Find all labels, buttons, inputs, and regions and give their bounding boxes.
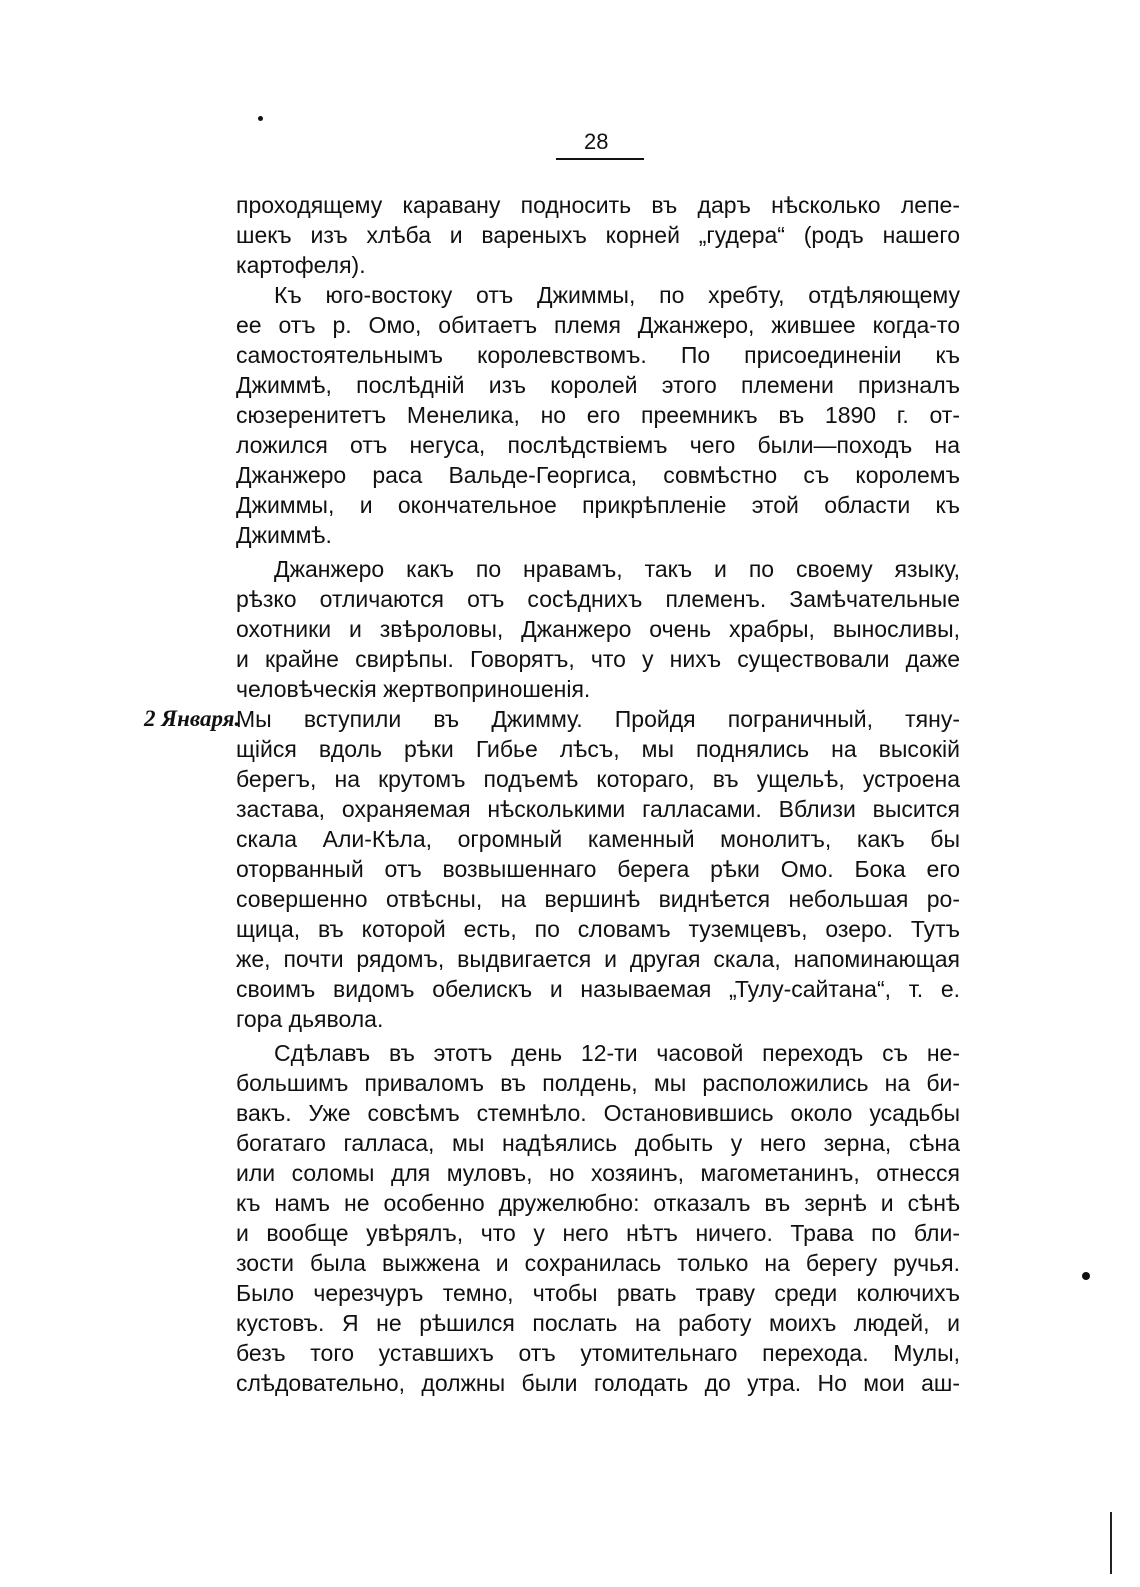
text-line: большимъ приваломъ въ полдень, мы расположились на би- bbox=[236, 1070, 960, 1096]
text-line: самостоятельнымъ королевствомъ. По присоединеніи къ bbox=[236, 342, 960, 368]
text-line: къ намъ не особенно дружелюбно: отказалъ въ зернѣ и сѣнѣ bbox=[236, 1190, 960, 1216]
text-line: Сдѣлавъ въ этотъ день 12-ти часовой переходъ съ не- bbox=[274, 1040, 960, 1066]
text-line: картофеля). bbox=[236, 252, 366, 278]
text-line: слѣдовательно, должны были голодать до утра. Но мои аш- bbox=[236, 1370, 960, 1396]
text-line: человѣческія жертвоприношенія. bbox=[236, 676, 591, 702]
text-line: кустовъ. Я не рѣшился послать на работу моихъ людей, и bbox=[236, 1310, 960, 1336]
text-line: безъ того уставшихъ отъ утомительнаго перехода. Мулы, bbox=[236, 1340, 960, 1366]
ink-speck bbox=[258, 116, 263, 121]
text-line: же, почти рядомъ, выдвигается и другая скала, напоминающая bbox=[236, 946, 960, 972]
ink-speck bbox=[1082, 1272, 1090, 1280]
text-line: и крайне свирѣпы. Говорятъ, что у нихъ существовали даже bbox=[236, 646, 960, 672]
text-line-content: Мы вступили въ Джимму. Пройдя пограничный, тяну- bbox=[236, 706, 960, 732]
body-text bbox=[144, 190, 960, 1398]
page-number: 28 bbox=[584, 129, 609, 154]
margin-rule bbox=[1110, 1512, 1112, 1574]
text-line: оторванный отъ возвышеннаго берега рѣки Омо. Бока его bbox=[236, 856, 960, 882]
text-line: Джанжеро какъ по нравамъ, такъ и по своему языку, bbox=[274, 556, 960, 582]
date-heading: 2 Января. bbox=[144, 706, 241, 731]
text-line: щица, въ которой есть, по словамъ туземцевъ, озеро. Тутъ bbox=[236, 916, 960, 942]
text-line: шекъ изъ хлѣба и вареныхъ корней „гудера“ (родъ нашего bbox=[236, 222, 960, 248]
text-line: вакъ. Уже совсѣмъ стемнѣло. Остановившись около усадьбы bbox=[236, 1100, 960, 1126]
text-line: или соломы для муловъ, но хозяинъ, магометанинъ, отнесся bbox=[236, 1160, 960, 1186]
text-line: Джанжеро раса Вальде-Георгиса, совмѣстно съ королемъ bbox=[236, 462, 960, 488]
text-line: своимъ видомъ обелискъ и называемая „Тулу-сайтана“, т. е. bbox=[236, 976, 960, 1002]
text-line: рѣзко отличаются отъ сосѣднихъ племенъ. Замѣчательные bbox=[236, 586, 960, 612]
text-line: Къ юго-востоку отъ Джиммы, по хребту, отдѣляющему bbox=[274, 282, 960, 308]
text-line: проходящему каравану подносить въ даръ нѣсколько лепе- bbox=[236, 192, 960, 218]
text-line: скала Али-Кѣла, огромный каменный монолитъ, какъ бы bbox=[236, 826, 960, 852]
text-line: богатаго галласа, мы надѣялись добыть у него зерна, сѣна bbox=[236, 1130, 960, 1156]
text-line: щійся вдоль рѣки Гибье лѣсъ, мы поднялись на высокій bbox=[236, 736, 960, 762]
text-line bbox=[144, 704, 960, 734]
text-line: охотники и звѣроловы, Джанжеро очень храбры, выносливы, bbox=[236, 616, 960, 642]
text-line: Джиммы, и окончательное прикрѣпленіе этой области къ bbox=[236, 492, 960, 518]
text-line: гора дьявола. bbox=[236, 1006, 384, 1032]
text-line: ложился отъ негуса, послѣдствіемъ чего были—походъ на bbox=[236, 432, 960, 458]
text-line: зости была выжжена и сохранилась только на берегу ручья. bbox=[236, 1250, 960, 1276]
text-line: берегъ, на крутомъ подъемѣ котораго, въ ущельѣ, устроена bbox=[236, 766, 960, 792]
text-line: и вообще увѣрялъ, что у него нѣтъ ничего. Трава по бли- bbox=[236, 1220, 960, 1246]
text-line: Было черезчуръ темно, чтобы рвать траву среди колючихъ bbox=[236, 1280, 960, 1306]
text-line: Джиммѣ, послѣдній изъ королей этого племени призналъ bbox=[236, 372, 960, 398]
text-line: застава, охраняемая нѣсколькими галласами. Вблизи высится bbox=[236, 796, 960, 822]
page-number-underline bbox=[556, 158, 644, 160]
text-line: Джиммѣ. bbox=[236, 522, 332, 548]
text-line: сюзеренитетъ Менелика, но его преемникъ въ 1890 г. от- bbox=[236, 402, 960, 428]
text-line: ее отъ р. Омо, обитаетъ племя Джанжеро, жившее когда-то bbox=[236, 312, 960, 338]
text-line: совершенно отвѣсны, на вершинѣ виднѣется небольшая ро- bbox=[236, 886, 960, 912]
